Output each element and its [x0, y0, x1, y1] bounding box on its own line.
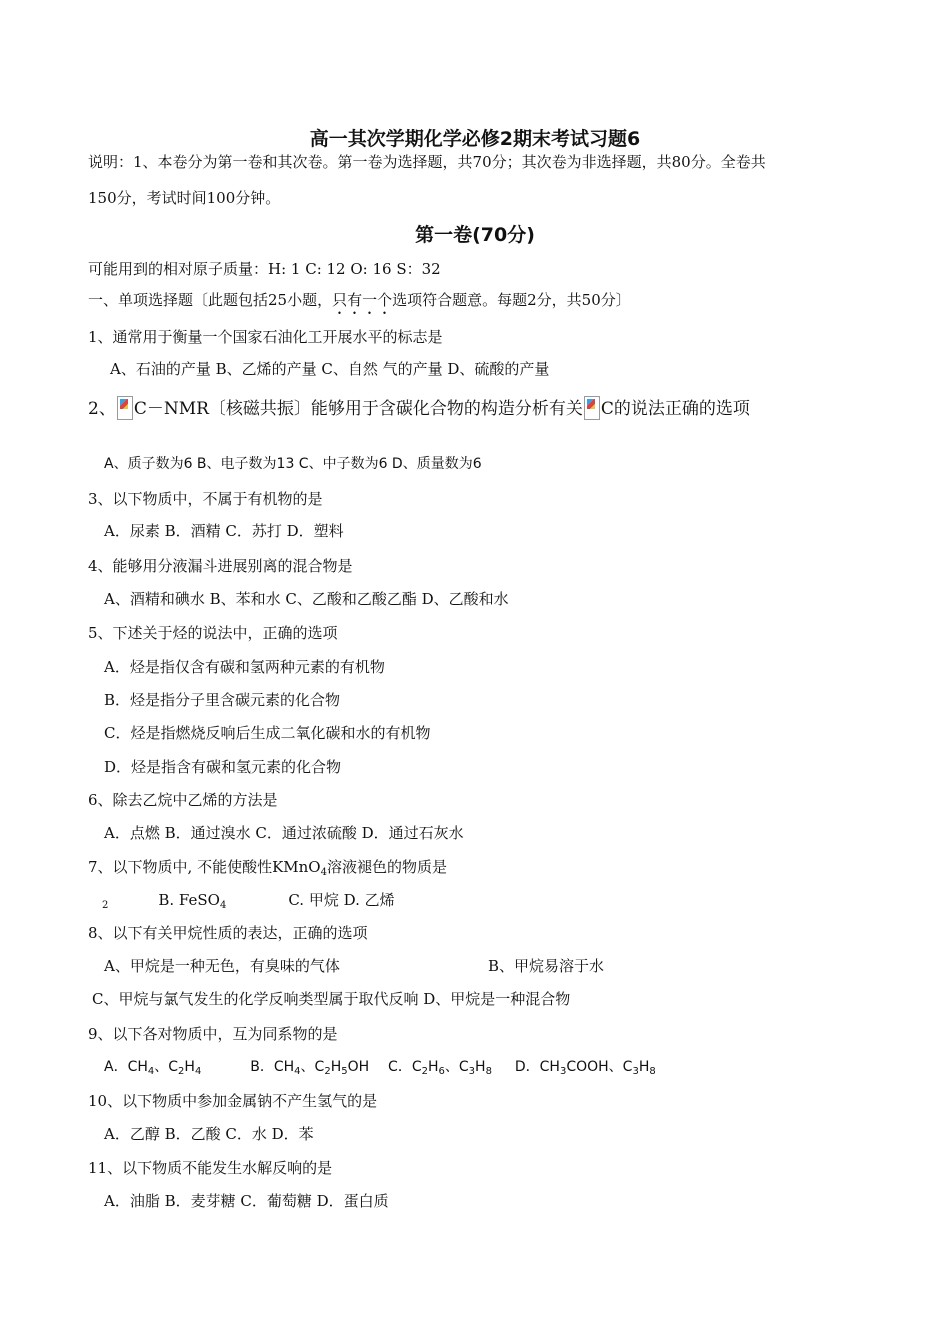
question-9-stem: 9、以下各对物质中，互为同系物的是 — [88, 1025, 338, 1043]
question-4-stem: 4、能够用分液漏斗进展别离的混合物是 — [88, 557, 353, 575]
question-5-stem: 5、下述关于烃的说法中，正确的选项 — [88, 624, 338, 642]
question-7-option-b: B. FeSO — [158, 891, 220, 909]
question-11-stem: 11、以下物质不能发生水解反响的是 — [88, 1159, 333, 1177]
question-7-stem-sub: 4 — [320, 867, 327, 878]
question-9-option-b: B．$CH_4$、$C_2H_5OH$ — [250, 1059, 370, 1077]
question-9-option-c: C．$C_2H_6$、$C_3H_8$ — [388, 1059, 492, 1077]
question-9-option-a: A．$CH_4$、$C_2H_4$ — [104, 1059, 202, 1077]
intro-line-2: 150分，考试时间100分钟。 — [88, 189, 281, 207]
question-7-option-b-sub: 4 — [219, 900, 227, 911]
question-7-stem-a: 7、以下物质中, 不能使酸性KMnO — [88, 858, 321, 876]
part-heading-prefix: 一、单项选择题〔此题包括25小题， — [88, 291, 333, 309]
question-10-stem: 10、以下物质中参加金属钠不产生氢气的是 — [88, 1092, 378, 1110]
broken-image-icon — [584, 396, 600, 420]
question-2-stem — [88, 396, 750, 420]
intro-line-1: 说明：1、本卷分为第一卷和其次卷。第一卷为选择题，共70分；其次卷为非选择题，共80分。全卷共 — [88, 153, 766, 171]
question-1-stem: 1、通常用于衡量一个国家石油化工开展水平的标志是 — [88, 328, 443, 346]
question-3-stem: 3、以下物质中，不属于有机物的是 — [88, 490, 323, 508]
question-9-option-d: D．$CH_3COOH$、$C_3H_8$ — [514, 1059, 656, 1077]
question-10-options: A．乙醇 B．乙酸 C．水 D．苯 — [104, 1125, 314, 1143]
question-2-number: 2、 — [88, 399, 116, 419]
question-4-options: A、酒精和碘水 B、苯和水 C、乙酸和乙酸乙酯 D、乙酸和水 — [104, 590, 509, 608]
question-5-option-b: B．烃是指分子里含碳元素的化合物 — [104, 691, 341, 709]
question-2-text-a: C－NMR〔核磁共振〕能够用于含碳化合物的构造分析有关 — [133, 399, 583, 419]
question-2-text-b: C的说法正确的选项 — [600, 399, 750, 419]
part-heading — [88, 290, 631, 318]
question-5-option-c: C．烃是指燃烧反响后生成二氧化碳和水的有机物 — [104, 724, 431, 742]
question-5-option-d: D．烃是指含有碳和氢元素的化合物 — [104, 758, 342, 776]
question-7-option-lead: 2 — [102, 900, 109, 911]
question-8-stem: 8、以下有关甲烷性质的表达，正确的选项 — [88, 924, 368, 942]
question-8-options-cd: C、甲烷与氯气发生的化学反响类型属于取代反响 D、甲烷是一种混合物 — [92, 990, 571, 1008]
question-7-stem — [88, 857, 447, 877]
question-6-stem: 6、除去乙烷中乙烯的方法是 — [88, 791, 278, 809]
exam-title: 高一其次学期化学必修2期末考试习题6 — [309, 128, 641, 150]
question-8-option-b: B、甲烷易溶于水 — [488, 957, 605, 975]
part-heading-emphasis: 只有一个 — [332, 291, 393, 309]
broken-image-icon — [117, 396, 133, 420]
question-7-stem-b: 溶液褪色的物质是 — [326, 858, 447, 876]
atomic-mass-line: 可能用到的相对原子质量：H: 1 C: 12 O: 16 S：32 — [88, 260, 441, 278]
question-9-options — [104, 1057, 656, 1077]
question-11-options: A．油脂 B．麦芽糖 C．葡萄糖 D．蛋白质 — [104, 1192, 389, 1210]
question-3-options: A．尿素 B．酒精 C．苏打 D．塑料 — [104, 522, 344, 540]
question-7-options — [102, 890, 395, 910]
question-7-option-rest: C. 甲烷 D. 乙烯 — [288, 891, 395, 909]
question-8-option-a: A、甲烷是一种无色，有臭味的气体 — [104, 957, 340, 975]
question-2-options: A、质子数为6 B、电子数为13 C、中子数为6 D、质量数为6 — [104, 456, 482, 472]
question-1-options: A、石油的产量 B、乙烯的产量 C、自然 气的产量 D、硫酸的产量 — [110, 360, 550, 378]
part-heading-suffix: 选项符合题意。每题2分，共50分〕 — [392, 291, 631, 309]
question-6-options: A．点燃 B．通过溴水 C．通过浓硫酸 D．通过石灰水 — [104, 824, 464, 842]
question-5-option-a: A．烃是指仅含有碳和氢两种元素的有机物 — [104, 658, 385, 676]
section-title: 第一卷(70分) — [415, 224, 535, 246]
